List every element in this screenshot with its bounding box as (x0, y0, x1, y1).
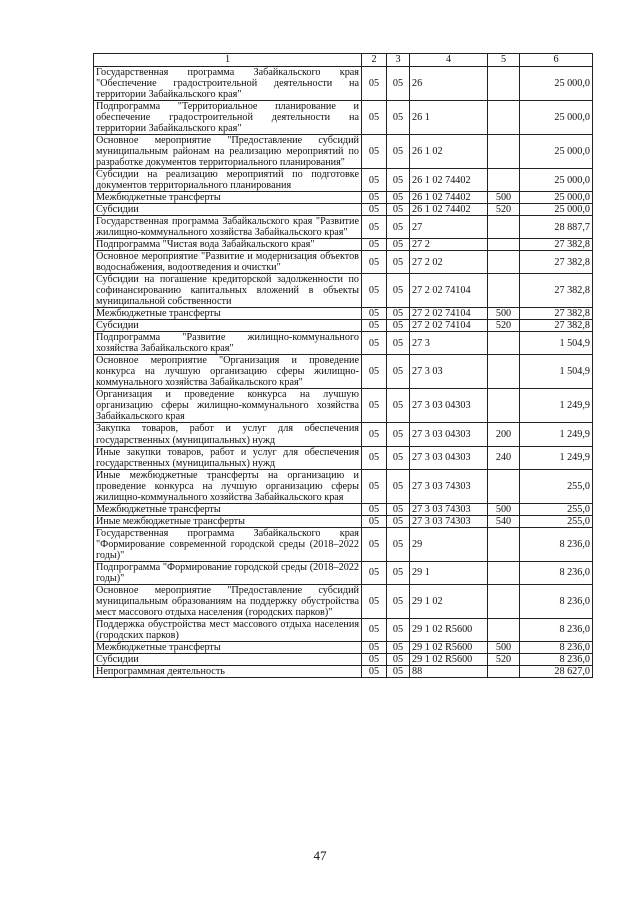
item-name: Основное мероприятие "Развитие и модернизация объектов водоснабжения, водоотведения и очистки" (94, 251, 362, 274)
item-name: Основное мероприятие "Предоставление субсидий муниципальным образованиям на поддержку обустройства мест массового отдыха населения (городских парков)" (94, 584, 362, 618)
table-row (94, 216, 593, 239)
section-code: 05 (362, 169, 387, 192)
item-name: Межбюджетные трансферты (94, 641, 362, 653)
subsection-code: 05 (387, 355, 410, 389)
subsection-code: 05 (387, 332, 410, 355)
expense-type-code (488, 618, 520, 641)
expense-type-code (488, 67, 520, 101)
table-row (94, 584, 593, 618)
target-article-code: 27 3 03 74303 (410, 515, 488, 527)
target-article-code: 26 1 02 74402 (410, 169, 488, 192)
expense-type-code: 540 (488, 515, 520, 527)
item-name: Поддержка обустройства мест массового отдыха населения (городских парков) (94, 618, 362, 641)
target-article-code: 29 1 02 R5600 (410, 618, 488, 641)
subsection-code: 05 (387, 423, 410, 446)
target-article-code: 27 3 03 04303 (410, 423, 488, 446)
subsection-code: 05 (387, 320, 410, 332)
target-article-code: 26 (410, 67, 488, 101)
section-code: 05 (362, 216, 387, 239)
amount: 28 887,7 (520, 216, 593, 239)
amount: 27 382,8 (520, 308, 593, 320)
table-row (94, 355, 593, 389)
item-name: Подпрограмма "Формирование городской среды (2018–2022 годы)" (94, 561, 362, 584)
expense-type-code: 520 (488, 204, 520, 216)
subsection-code: 05 (387, 561, 410, 584)
expense-type-code (488, 101, 520, 135)
expense-type-code (488, 355, 520, 389)
table-row (94, 527, 593, 561)
table-row (94, 423, 593, 446)
item-name: Субсидии (94, 320, 362, 332)
expense-type-code (488, 665, 520, 677)
subsection-code: 05 (387, 169, 410, 192)
target-article-code: 27 3 03 (410, 355, 488, 389)
amount: 1 249,9 (520, 389, 593, 423)
target-article-code: 29 1 02 R5600 (410, 641, 488, 653)
expense-type-code: 520 (488, 653, 520, 665)
amount: 8 236,0 (520, 641, 593, 653)
item-name: Межбюджетные трансферты (94, 308, 362, 320)
expense-type-code (488, 584, 520, 618)
table-row (94, 67, 593, 101)
target-article-code: 27 2 (410, 239, 488, 251)
section-code: 05 (362, 446, 387, 469)
expense-type-code: 520 (488, 320, 520, 332)
amount: 255,0 (520, 515, 593, 527)
table-row (94, 320, 593, 332)
table-row (94, 618, 593, 641)
expense-type-code (488, 135, 520, 169)
header-row (94, 54, 593, 67)
subsection-code: 05 (387, 135, 410, 169)
section-code: 05 (362, 251, 387, 274)
expense-type-code: 240 (488, 446, 520, 469)
table-body (94, 67, 593, 678)
table-row (94, 169, 593, 192)
expense-type-code (488, 561, 520, 584)
amount: 1 249,9 (520, 423, 593, 446)
subsection-code: 05 (387, 665, 410, 677)
expense-type-code: 500 (488, 641, 520, 653)
table-row (94, 274, 593, 308)
section-code: 05 (362, 584, 387, 618)
table-row (94, 469, 593, 503)
column-header: 3 (387, 54, 410, 67)
section-code: 05 (362, 653, 387, 665)
target-article-code: 27 3 03 74303 (410, 503, 488, 515)
subsection-code: 05 (387, 653, 410, 665)
subsection-code: 05 (387, 469, 410, 503)
target-article-code: 26 1 02 74402 (410, 192, 488, 204)
target-article-code: 27 3 (410, 332, 488, 355)
section-code: 05 (362, 469, 387, 503)
target-article-code: 26 1 (410, 101, 488, 135)
table-row (94, 446, 593, 469)
column-header: 2 (362, 54, 387, 67)
subsection-code: 05 (387, 527, 410, 561)
expense-type-code (488, 169, 520, 192)
subsection-code: 05 (387, 274, 410, 308)
expense-type-code (488, 469, 520, 503)
amount: 25 000,0 (520, 135, 593, 169)
subsection-code: 05 (387, 239, 410, 251)
subsection-code: 05 (387, 192, 410, 204)
expense-type-code (488, 527, 520, 561)
item-name: Иные закупки товаров, работ и услуг для обеспечения государственных (муниципальных) нужд (94, 446, 362, 469)
expense-type-code (488, 332, 520, 355)
expense-type-code: 500 (488, 308, 520, 320)
subsection-code: 05 (387, 251, 410, 274)
amount: 25 000,0 (520, 169, 593, 192)
table-row (94, 308, 593, 320)
section-code: 05 (362, 308, 387, 320)
target-article-code: 29 1 02 R5600 (410, 653, 488, 665)
item-name: Иные межбюджетные трансферты на организацию и проведение конкурса на лучшую организацию сферы жилищно-коммунального хозяйства Забайкальского края (94, 469, 362, 503)
column-header: 5 (488, 54, 520, 67)
table-row (94, 665, 593, 677)
amount: 25 000,0 (520, 67, 593, 101)
table-row (94, 135, 593, 169)
section-code: 05 (362, 618, 387, 641)
amount: 8 236,0 (520, 653, 593, 665)
item-name: Субсидии на реализацию мероприятий по подготовке документов территориального планирования (94, 169, 362, 192)
item-name: Подпрограмма "Чистая вода Забайкальского края" (94, 239, 362, 251)
table-row (94, 641, 593, 653)
item-name: Непрограммная деятельность (94, 665, 362, 677)
item-name: Подпрограмма "Территориальное планирование и обеспечение градостроительной деятельности на территории Забайкальского края" (94, 101, 362, 135)
amount: 8 236,0 (520, 561, 593, 584)
amount: 255,0 (520, 503, 593, 515)
section-code: 05 (362, 641, 387, 653)
amount: 25 000,0 (520, 204, 593, 216)
item-name: Субсидии (94, 653, 362, 665)
section-code: 05 (362, 389, 387, 423)
subsection-code: 05 (387, 101, 410, 135)
expense-type-code: 500 (488, 503, 520, 515)
table-row (94, 561, 593, 584)
target-article-code: 26 1 02 74402 (410, 204, 488, 216)
page-number: 47 (313, 848, 327, 863)
item-name: Иные межбюджетные трансферты (94, 515, 362, 527)
item-name: Закупка товаров, работ и услуг для обеспечения государственных (муниципальных) нужд (94, 423, 362, 446)
table-row (94, 251, 593, 274)
item-name: Государственная программа Забайкальского края "Формирование современной городской среды (2018–2022 годы)" (94, 527, 362, 561)
subsection-code: 05 (387, 308, 410, 320)
table-row (94, 653, 593, 665)
item-name: Межбюджетные трансферты (94, 503, 362, 515)
column-header: 6 (520, 54, 593, 67)
table-row (94, 515, 593, 527)
item-name: Подпрограмма "Развитие жилищно-коммунального хозяйства Забайкальского края" (94, 332, 362, 355)
target-article-code: 27 2 02 74104 (410, 320, 488, 332)
subsection-code: 05 (387, 216, 410, 239)
section-code: 05 (362, 274, 387, 308)
target-article-code: 27 2 02 (410, 251, 488, 274)
section-code: 05 (362, 503, 387, 515)
expense-type-code (488, 389, 520, 423)
table-row (94, 192, 593, 204)
amount: 27 382,8 (520, 274, 593, 308)
section-code: 05 (362, 192, 387, 204)
target-article-code: 29 1 (410, 561, 488, 584)
target-article-code: 27 2 02 74104 (410, 274, 488, 308)
expense-type-code: 500 (488, 192, 520, 204)
section-code: 05 (362, 332, 387, 355)
subsection-code: 05 (387, 641, 410, 653)
amount: 1 504,9 (520, 355, 593, 389)
amount: 25 000,0 (520, 101, 593, 135)
table-row (94, 239, 593, 251)
budget-table (93, 53, 593, 678)
column-header: 1 (94, 54, 362, 67)
table-row (94, 101, 593, 135)
item-name: Субсидии (94, 204, 362, 216)
amount: 255,0 (520, 469, 593, 503)
section-code: 05 (362, 135, 387, 169)
subsection-code: 05 (387, 67, 410, 101)
amount: 8 236,0 (520, 584, 593, 618)
section-code: 05 (362, 67, 387, 101)
target-article-code: 88 (410, 665, 488, 677)
item-name: Государственная программа Забайкальского края "Обеспечение градостроительной деятельности на территории Забайкальского края" (94, 67, 362, 101)
amount: 25 000,0 (520, 192, 593, 204)
table-row (94, 389, 593, 423)
section-code: 05 (362, 239, 387, 251)
subsection-code: 05 (387, 446, 410, 469)
target-article-code: 27 3 03 04303 (410, 446, 488, 469)
amount: 27 382,8 (520, 239, 593, 251)
subsection-code: 05 (387, 204, 410, 216)
expense-type-code (488, 274, 520, 308)
target-article-code: 29 (410, 527, 488, 561)
section-code: 05 (362, 204, 387, 216)
subsection-code: 05 (387, 515, 410, 527)
section-code: 05 (362, 665, 387, 677)
expense-type-code (488, 239, 520, 251)
item-name: Организация и проведение конкурса на лучшую организацию сферы жилищно-коммунального хозяйства Забайкальского края (94, 389, 362, 423)
target-article-code: 29 1 02 (410, 584, 488, 618)
amount: 27 382,8 (520, 320, 593, 332)
target-article-code: 27 (410, 216, 488, 239)
amount: 8 236,0 (520, 618, 593, 641)
expense-type-code (488, 216, 520, 239)
subsection-code: 05 (387, 503, 410, 515)
subsection-code: 05 (387, 618, 410, 641)
item-name: Основное мероприятие "Предоставление субсидий муниципальным районам на реализацию мероприятий по разработке документов территориального планирования" (94, 135, 362, 169)
target-article-code: 26 1 02 (410, 135, 488, 169)
target-article-code: 27 3 03 04303 (410, 389, 488, 423)
section-code: 05 (362, 527, 387, 561)
item-name: Межбюджетные трансферты (94, 192, 362, 204)
item-name: Субсидии на погашение кредиторской задолженности по софинансированию капитальных вложений в объекты муниципальной собственности (94, 274, 362, 308)
amount: 27 382,8 (520, 251, 593, 274)
amount: 28 627,0 (520, 665, 593, 677)
table-row (94, 332, 593, 355)
section-code: 05 (362, 423, 387, 446)
amount: 1 249,9 (520, 446, 593, 469)
column-header: 4 (410, 54, 488, 67)
subsection-code: 05 (387, 389, 410, 423)
amount: 8 236,0 (520, 527, 593, 561)
item-name: Государственная программа Забайкальского края "Развитие жилищно-коммунального хозяйства Забайкальского края" (94, 216, 362, 239)
section-code: 05 (362, 561, 387, 584)
target-article-code: 27 2 02 74104 (410, 308, 488, 320)
section-code: 05 (362, 515, 387, 527)
expense-type-code (488, 251, 520, 274)
amount: 1 504,9 (520, 332, 593, 355)
target-article-code: 27 3 03 74303 (410, 469, 488, 503)
expense-type-code: 200 (488, 423, 520, 446)
section-code: 05 (362, 355, 387, 389)
table-row (94, 204, 593, 216)
section-code: 05 (362, 101, 387, 135)
section-code: 05 (362, 320, 387, 332)
table-row (94, 503, 593, 515)
subsection-code: 05 (387, 584, 410, 618)
item-name: Основное мероприятие "Организация и проведение конкурса на лучшую организацию сферы жилищно-коммунального хозяйства Забайкальского края" (94, 355, 362, 389)
